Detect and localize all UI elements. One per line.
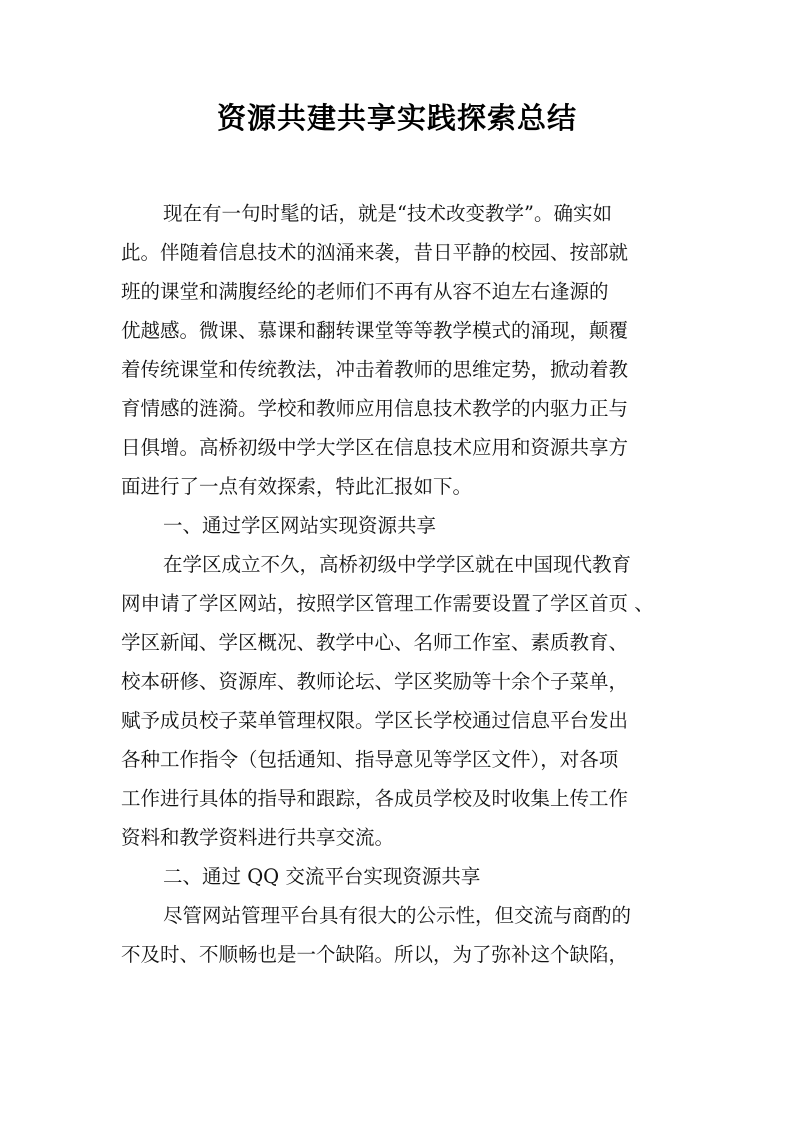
paragraph-line: 资料和教学资料进行共享交流。: [121, 826, 395, 849]
paragraph-line: 工作进行具体的指导和跟踪，各成员学校及时收集上传工作: [121, 787, 629, 810]
paragraph-line: 各种工作指令（包括通知、指导意见等学区文件），对各项: [121, 748, 619, 771]
paragraph-line: 班的课堂和满腹经纶的老师们不再有从容不迫左右逢源的: [121, 280, 609, 303]
paragraph-line: 现在有一句时髦的话，就是“技术改变教学”。确实如: [163, 202, 612, 225]
paragraph-line: 着传统课堂和传统教法，冲击着教师的思维定势，掀动着教: [121, 358, 629, 381]
paragraph-line: 优越感。微课、慕课和翻转课堂等等教学模式的涌现，颠覆: [121, 319, 629, 342]
paragraph-line: 校本研修、资源库、教师论坛、学区奖励等十余个子菜单，: [121, 670, 629, 693]
section-heading: 二、通过 QQ 交流平台实现资源共享: [163, 865, 481, 888]
paragraph-line: 学区新闻、学区概况、教学中心、名师工作室、素质教育、: [121, 631, 629, 654]
document-title: 资源共建共享实践探索总结: [216, 101, 577, 135]
section-heading: 一、通过学区网站实现资源共享: [163, 514, 437, 537]
paragraph-line: 在学区成立不久，高桥初级中学学区就在中国现代教育: [163, 553, 632, 576]
paragraph-line: 此。伴随着信息技术的汹涌来袭，昔日平静的校园、按部就: [121, 241, 629, 264]
paragraph-line: 面进行了一点有效探索，特此汇报如下。: [121, 475, 473, 498]
paragraph-line: 尽管网站管理平台具有很大的公示性，但交流与商酌的: [163, 904, 632, 927]
paragraph-line: 日俱增。高桥初级中学大学区在信息技术应用和资源共享方: [121, 436, 629, 459]
paragraph-line: 网申请了学区网站，按照学区管理工作需要设置了学区首页 、: [121, 592, 654, 615]
paragraph-line: 赋予成员校子菜单管理权限。学区长学校通过信息平台发出: [121, 709, 629, 732]
paragraph-line: 育情感的涟漪。学校和教师应用信息技术教学的内驱力正与: [121, 397, 629, 420]
paragraph-line: 不及时、不顺畅也是一个缺陷。所以，为了弥补这个缺陷，: [121, 943, 629, 966]
